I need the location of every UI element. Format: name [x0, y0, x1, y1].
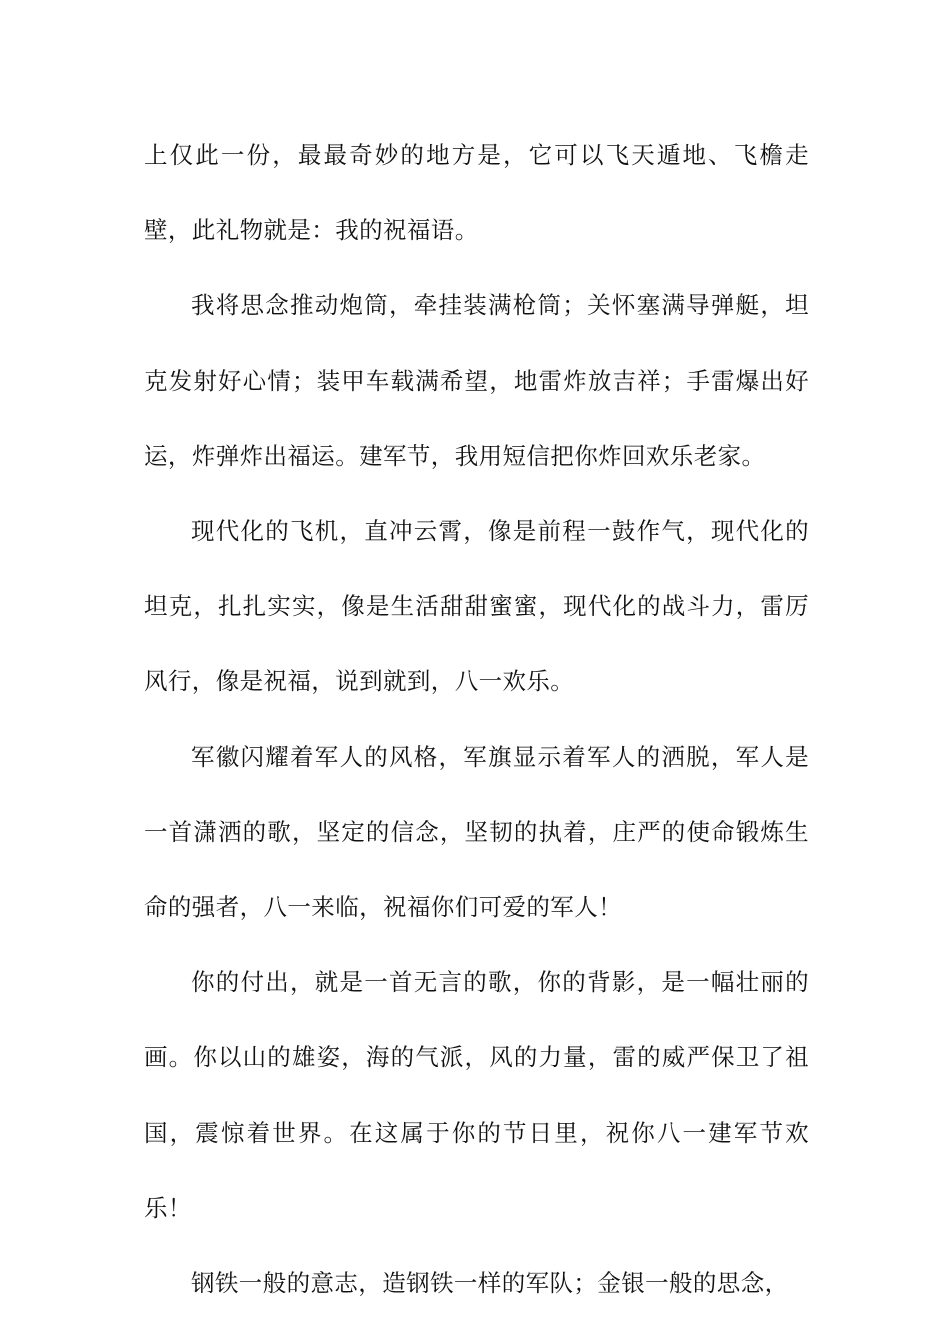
- paragraph-military-badge: 军徽闪耀着军人的风格，军旗显示着军人的洒脱，军人是一首潇洒的歌，坚定的信念，坚韧的执着，庄严的使命锻炼生命的强者，八一来临，祝福你们可爱的军人！: [144, 742, 809, 922]
- paragraph-artillery-wishes: 我将思念推动炮筒，牵挂装满枪筒；关怀塞满导弹艇，坦克发射好心情；装甲车载满希望，地雷炸放吉祥；手雷爆出好运，炸弹炸出福运。建军节，我用短信把你炸回欢乐老家。: [144, 291, 809, 470]
- paragraph-iron-will: 钢铁一般的意志，造钢铁一样的军队；金银一般的思念，: [191, 1269, 789, 1298]
- paragraph-continuation: 上仅此一份，最最奇妙的地方是，它可以飞天遁地、飞檐走壁，此礼物就是：我的祝福语。: [144, 141, 809, 245]
- paragraph-silent-song: 你的付出，就是一首无言的歌，你的背影，是一幅壮丽的画。你以山的雄姿，海的气派，风的力量，雷的威严保卫了祖国，震惊着世界。在这属于你的节日里，祝你八一建军节欢乐！: [144, 968, 809, 1222]
- document-body: [144, 118, 809, 1321]
- paragraph-modern-aircraft: 现代化的飞机，直冲云霄，像是前程一鼓作气，现代化的坦克，扎扎实实，像是生活甜甜蜜蜜，现代化的战斗力，雷厉风行，像是祝福，说到就到，八一欢乐。: [144, 517, 809, 696]
